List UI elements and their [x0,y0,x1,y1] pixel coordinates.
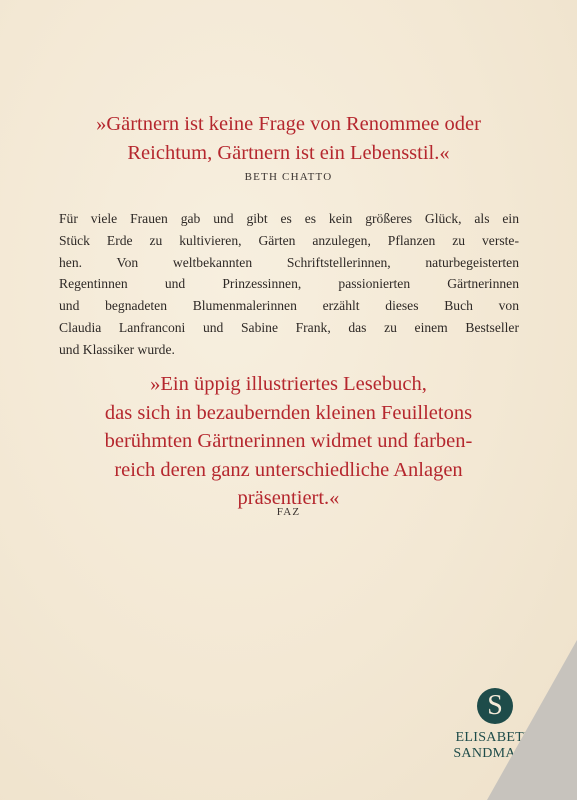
quote2-line: reich deren ganz unterschiedliche Anlagen [114,458,463,481]
blurb-paragraph [59,208,519,361]
quote1-line: Reichtum, Gärtnern ist ein Lebensstil.« [127,142,450,164]
quote2-line: berühmten Gärtnerinnen widmet und farben- [104,430,473,452]
quote2-line: »Ein üppig illustriertes Lesebuch, [150,373,427,395]
blurb-line: Claudia Lanfranconi und Sabine Frank, das zu einem Bestseller [59,319,519,335]
publisher-name-line1: ELISABETH [455,730,535,745]
monogram-letter: S [487,690,503,721]
quote2-attribution: FAZ [276,506,301,518]
blurb-line: und Klassiker wurde. [59,341,175,357]
blurb-line: Regentinnen und Prinzessinnen, passionierten Gärtnerinnen [59,276,519,292]
blurb-line: hen. Von weltbekannten Schriftstellerinnen, naturbegeisterten [59,254,519,270]
quote-beth-chatto [40,110,537,168]
quote1-line: »Gärtnern ist keine Frage von Renommee oder [96,113,481,135]
quote-faz [40,370,537,513]
quote1-attribution: BETH CHATTO [244,171,333,183]
publisher-name-line2: SANDMANN [453,746,537,761]
blurb-line: und begnadeten Blumenmalerinnen erzählt dieses Buch von [59,298,519,314]
quote2-line: das sich in bezaubernden kleinen Feuilletons [104,401,473,424]
page-corner-shadow [487,640,577,800]
quote2-line: präsentiert.« [237,487,340,509]
blurb-line: Stück Erde zu kultivieren, Gärten anzulegen, Pflanzen zu verste- [59,232,519,248]
blurb-line: Für viele Frauen gab und gibt es es kein größeres Glück, als ein [59,211,519,226]
